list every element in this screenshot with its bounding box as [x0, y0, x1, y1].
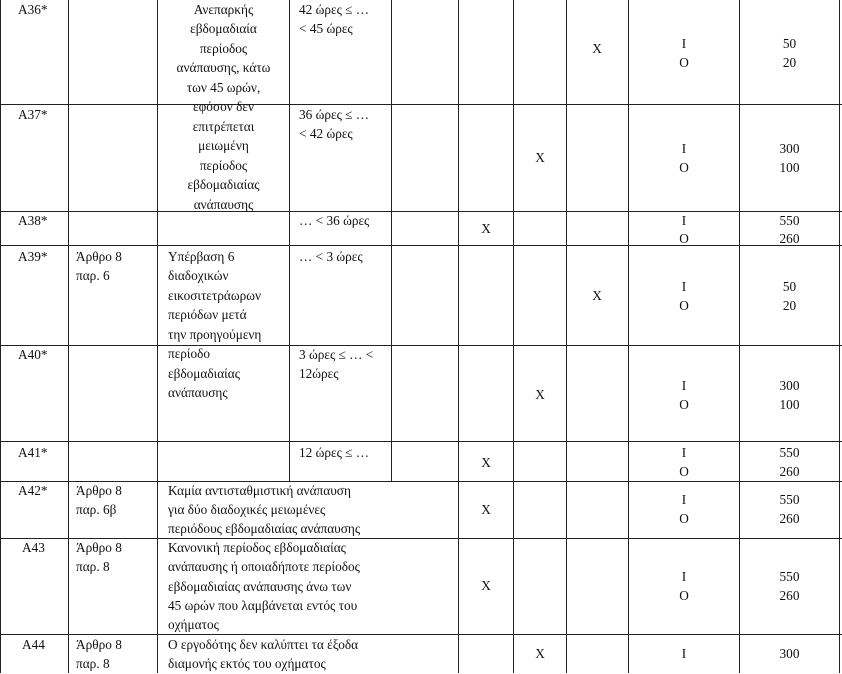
- row-a42-code: Α42*: [18, 483, 48, 498]
- row-a43-level-2: Ο: [679, 588, 689, 603]
- row-a40-range-line1: 3 ώρες ≤ … <: [299, 347, 374, 362]
- row-a40-code: Α40*: [18, 347, 48, 362]
- row-a36-level-1: Ι: [681, 36, 687, 51]
- row-a43-description-line4: 45 ωρών που λαμβάνεται εντός του: [168, 598, 358, 613]
- row-a36-range-line2: < 45 ώρες: [299, 21, 353, 36]
- row-a40-level-1: Ι: [681, 378, 687, 393]
- row-a43-amount-1: 550: [779, 569, 800, 584]
- row-a38-range: … < 36 ώρες: [299, 213, 370, 228]
- row-a36-amount-2: 20: [782, 55, 797, 70]
- row-a39-amount-1: 50: [782, 279, 797, 294]
- row-a37-code: Α37*: [18, 107, 48, 122]
- row-a42-level-2: Ο: [679, 511, 689, 526]
- row-a39-amount-2: 20: [782, 298, 797, 313]
- row-a38-amount-2: 260: [779, 231, 800, 246]
- row-a44-article-line2: παρ. 8: [76, 656, 110, 671]
- row-a36-mark: X: [592, 41, 602, 56]
- row-a41-code: Α41*: [18, 445, 48, 460]
- row-a43-description-line5: οχήματος: [168, 617, 219, 632]
- row-a36-level-2: Ο: [679, 55, 689, 70]
- row-a37-range-line2: < 42 ώρες: [299, 126, 353, 141]
- row-a39-range: … < 3 ώρες: [299, 249, 363, 264]
- row-a44-mark: X: [535, 646, 545, 661]
- row-a40-amount-1: 300: [779, 378, 800, 393]
- row-a43-level-1: Ι: [681, 569, 687, 584]
- row-a41-amount-1: 550: [779, 445, 800, 460]
- row-a43-mark: X: [481, 578, 491, 593]
- row-a43-description-line2: ανάπαυσης ή οποιαδήποτε περίοδος: [168, 559, 360, 574]
- row-a38-code: Α38*: [18, 213, 48, 228]
- row-a42-article-line2: παρ. 6β: [76, 502, 117, 517]
- row-a42-article-line1: Άρθρο 8: [76, 483, 122, 498]
- row-a42-mark: X: [481, 502, 491, 517]
- row-a40-mark: X: [535, 387, 545, 402]
- row-a36-amount-1: 50: [782, 36, 797, 51]
- row-a39-level-1: Ι: [681, 279, 687, 294]
- row-a42-description-line3: περιόδους εβδομαδιαίας ανάπαυσης: [168, 521, 361, 536]
- row-a41-level-1: Ι: [681, 445, 687, 460]
- row-a44-description-line2: διαμονής εκτός του οχήματος: [168, 656, 326, 671]
- row-a43-code: Α43: [22, 540, 45, 555]
- row-a43-amount-2: 260: [779, 588, 800, 603]
- row-a37-level-1: Ι: [681, 141, 687, 156]
- row-a39-mark: X: [592, 288, 602, 303]
- row-a38-mark: X: [481, 221, 491, 236]
- row-a44-level: Ι: [681, 646, 687, 661]
- row-a42-description-line1: Καμία αντισταθμιστική ανάπαυση: [168, 483, 351, 498]
- row-a37-level-2: Ο: [679, 160, 689, 175]
- row-a43-article-line2: παρ. 8: [76, 559, 110, 574]
- row-a44-amount: 300: [779, 646, 800, 661]
- row-a44-description-line1: Ο εργοδότης δεν καλύπτει τα έξοδα: [168, 637, 359, 652]
- row-a40-level-2: Ο: [679, 397, 689, 412]
- row-a39-code: Α39*: [18, 249, 48, 264]
- row-a37-amount-2: 100: [779, 160, 800, 175]
- row-a37-amount-1: 300: [779, 141, 800, 156]
- row-a41-amount-2: 260: [779, 464, 800, 479]
- row-a37-mark: X: [535, 150, 545, 165]
- row-a39-article-line1: Άρθρο 8: [76, 249, 122, 264]
- row-a38-level-2: Ο: [679, 231, 689, 246]
- row-a41-level-2: Ο: [679, 464, 689, 479]
- row-a41-mark: X: [481, 455, 491, 470]
- row-a36-range-line1: 42 ώρες ≤ …: [299, 2, 370, 17]
- row-a42-description-line2: για δύο διαδοχικές μειωμένες: [168, 502, 326, 517]
- row-a42-amount-2: 260: [779, 511, 800, 526]
- row-a42-amount-1: 550: [779, 492, 800, 507]
- row-a41-range: 12 ώρες ≤ …: [299, 445, 370, 460]
- row-a43-article-line1: Άρθρο 8: [76, 540, 122, 555]
- row-a38-level-1: Ι: [681, 213, 687, 228]
- row-a40-amount-2: 100: [779, 397, 800, 412]
- row-a39-level-2: Ο: [679, 298, 689, 313]
- row-a38-amount-1: 550: [779, 213, 800, 228]
- row-a43-description-line1: Κανονική περίοδος εβδομαδιαίας: [168, 540, 346, 555]
- row-a42-level-1: Ι: [681, 492, 687, 507]
- row-a39-article-line2: παρ. 6: [76, 268, 110, 283]
- row-a44-article-line1: Άρθρο 8: [76, 637, 122, 652]
- row-a43-description-line3: εβδομαδιαίας ανάπαυσης άνω των: [168, 579, 352, 594]
- row-a37-range-line1: 36 ώρες ≤ …: [299, 107, 370, 122]
- row-a44-code: Α44: [22, 637, 45, 652]
- row-a40-range-line2: 12ώρες: [299, 366, 339, 381]
- row-a36-code: Α36*: [18, 2, 48, 17]
